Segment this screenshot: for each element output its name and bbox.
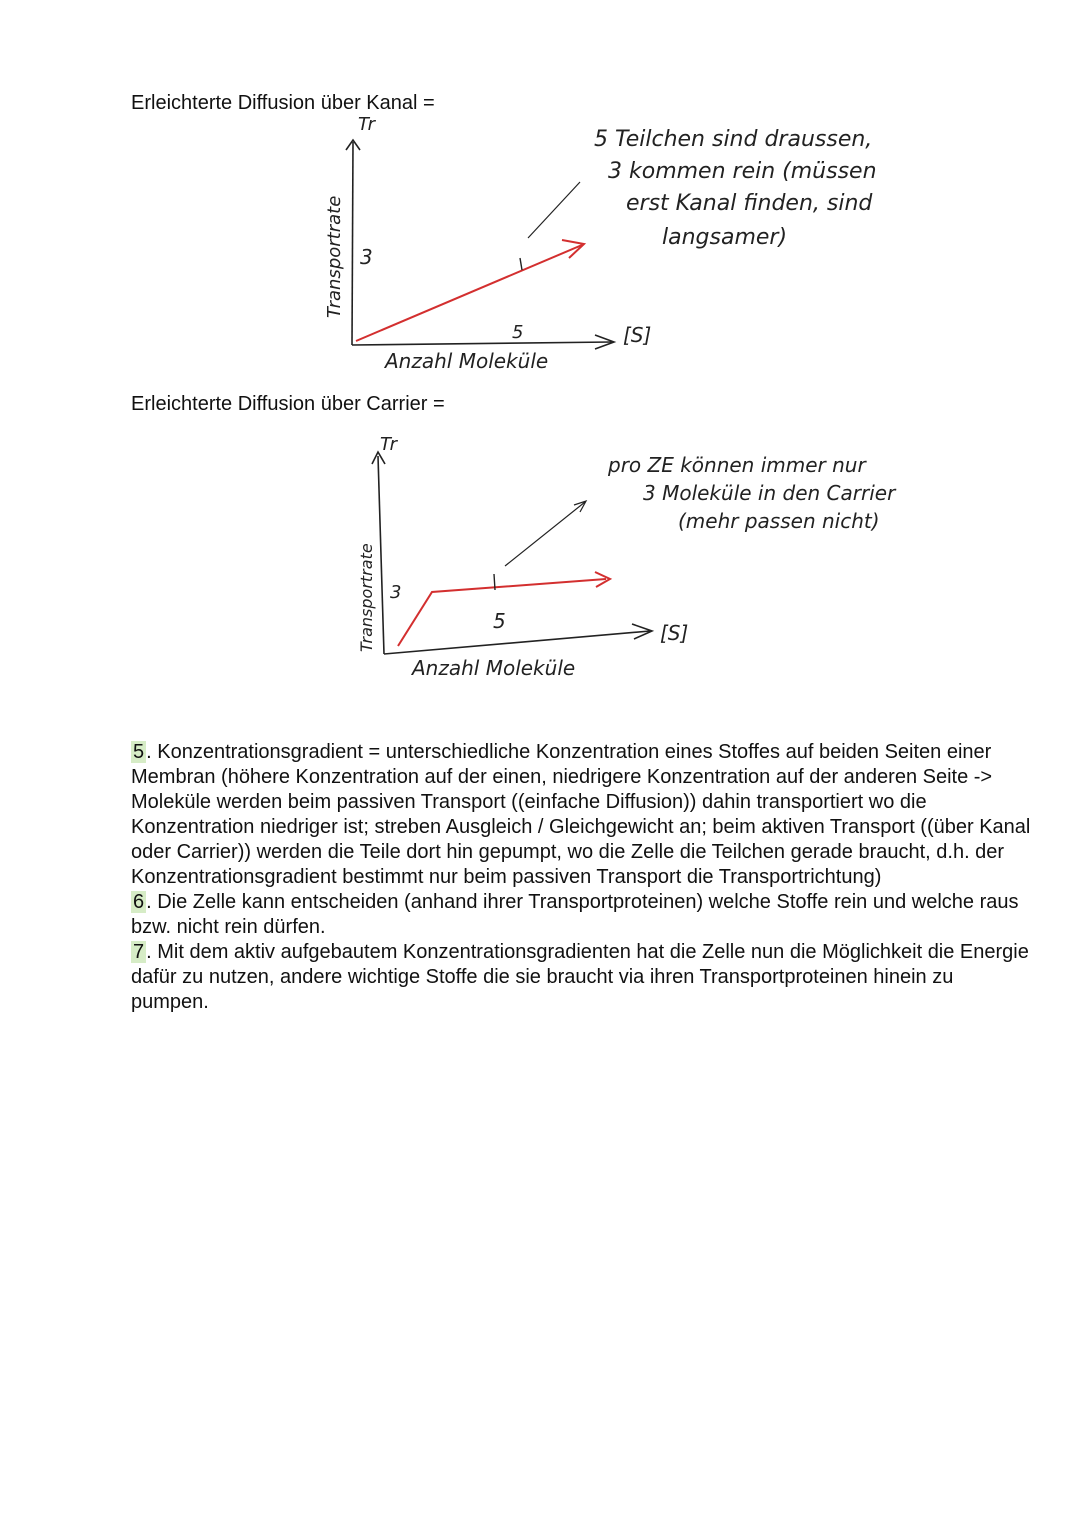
carrier-note-line: (mehr passen nicht) xyxy=(678,509,880,533)
kanal-tick-mark xyxy=(520,258,522,270)
note-number: 7 xyxy=(133,941,145,963)
heading-kanal: Erleichterte Diffusion über Kanal = xyxy=(131,92,435,114)
graph-kanal xyxy=(324,114,877,373)
heading-carrier: Erleichterte Diffusion über Carrier = xyxy=(131,393,445,415)
note-text: . Konzentrationsgradient = unterschiedliche Konzentration eines Stoffes auf beiden Seiten einer Membran (höhere Konzentration auf der einen, niedrigere Konzentration auf der anderen Seite -> Moleküle werden beim passiven Transport ((einfache Diffusion)) dahin transportiert wo die Konzentration niedriger ist; streben Ausgleich / Gleichgewicht an; beim aktiven Transport ((über Kanal oder Carrier)) werden die Teile dort hin gepumpt, wo die Zelle die Teilchen gerade braucht, d.h. der Konzentrationsgradient bestimmt nur beim passiven Transport die Transportrichtung) xyxy=(131,741,1031,888)
carrier-pointer-line xyxy=(505,502,585,566)
kanal-x-axis-unit: [S] xyxy=(623,323,652,347)
note-paragraph xyxy=(131,740,1031,890)
note-text: . Die Zelle kann entscheiden (anhand ihrer Transportproteinen) welche Stoffe rein und welche raus bzw. nicht rein dürfen. xyxy=(131,891,1019,938)
hand-drawn-graphs xyxy=(0,0,1080,720)
carrier-y-short-label: Tr xyxy=(380,434,397,455)
note-number: 6 xyxy=(133,891,145,913)
kanal-note-line: erst Kanal finden, sind xyxy=(626,191,873,216)
kanal-note-line: langsamer) xyxy=(662,225,788,250)
note-number: 5 xyxy=(133,741,145,763)
note-text: . Mit dem aktiv aufgebautem Konzentrationsgradienten hat die Zelle nun die Möglichkeit die Energie dafür zu nutzen, andere wichtige Stoffe die sie braucht via ihren Transportproteinen hinein zu pumpen. xyxy=(131,941,1029,1013)
carrier-x-tick: 5 xyxy=(493,609,506,633)
graph-carrier xyxy=(357,434,897,680)
carrier-x-axis-unit: [S] xyxy=(660,621,689,645)
carrier-note-line: pro ZE können immer nur xyxy=(608,453,866,477)
carrier-x-axis-label: Anzahl Moleküle xyxy=(412,656,576,680)
carrier-y-axis xyxy=(378,456,384,654)
kanal-y-axis xyxy=(352,142,353,345)
carrier-tick-mark xyxy=(494,574,495,590)
carrier-note-line: 3 Moleküle in den Carrier xyxy=(643,481,896,505)
kanal-y-short-label: Tr xyxy=(358,114,375,135)
carrier-y-axis-label: Transportrate xyxy=(357,543,376,652)
kanal-note-line: 3 kommen rein (müssen xyxy=(608,159,877,184)
kanal-y-axis-label: Transportrate xyxy=(324,195,345,318)
notes-section xyxy=(131,740,1031,1015)
kanal-pointer-line xyxy=(528,182,580,238)
note-paragraph xyxy=(131,940,1031,1015)
kanal-x-axis-label: Anzahl Moleküle xyxy=(385,349,549,373)
kanal-note-line: 5 Teilchen sind draussen, xyxy=(594,127,873,152)
carrier-x-axis xyxy=(384,631,650,654)
carrier-y-tick: 3 xyxy=(390,582,402,603)
kanal-x-axis xyxy=(352,342,612,345)
kanal-x-tick: 5 xyxy=(512,322,524,343)
kanal-y-tick: 3 xyxy=(360,245,373,269)
kanal-red-curve xyxy=(356,245,582,341)
note-paragraph xyxy=(131,890,1031,940)
